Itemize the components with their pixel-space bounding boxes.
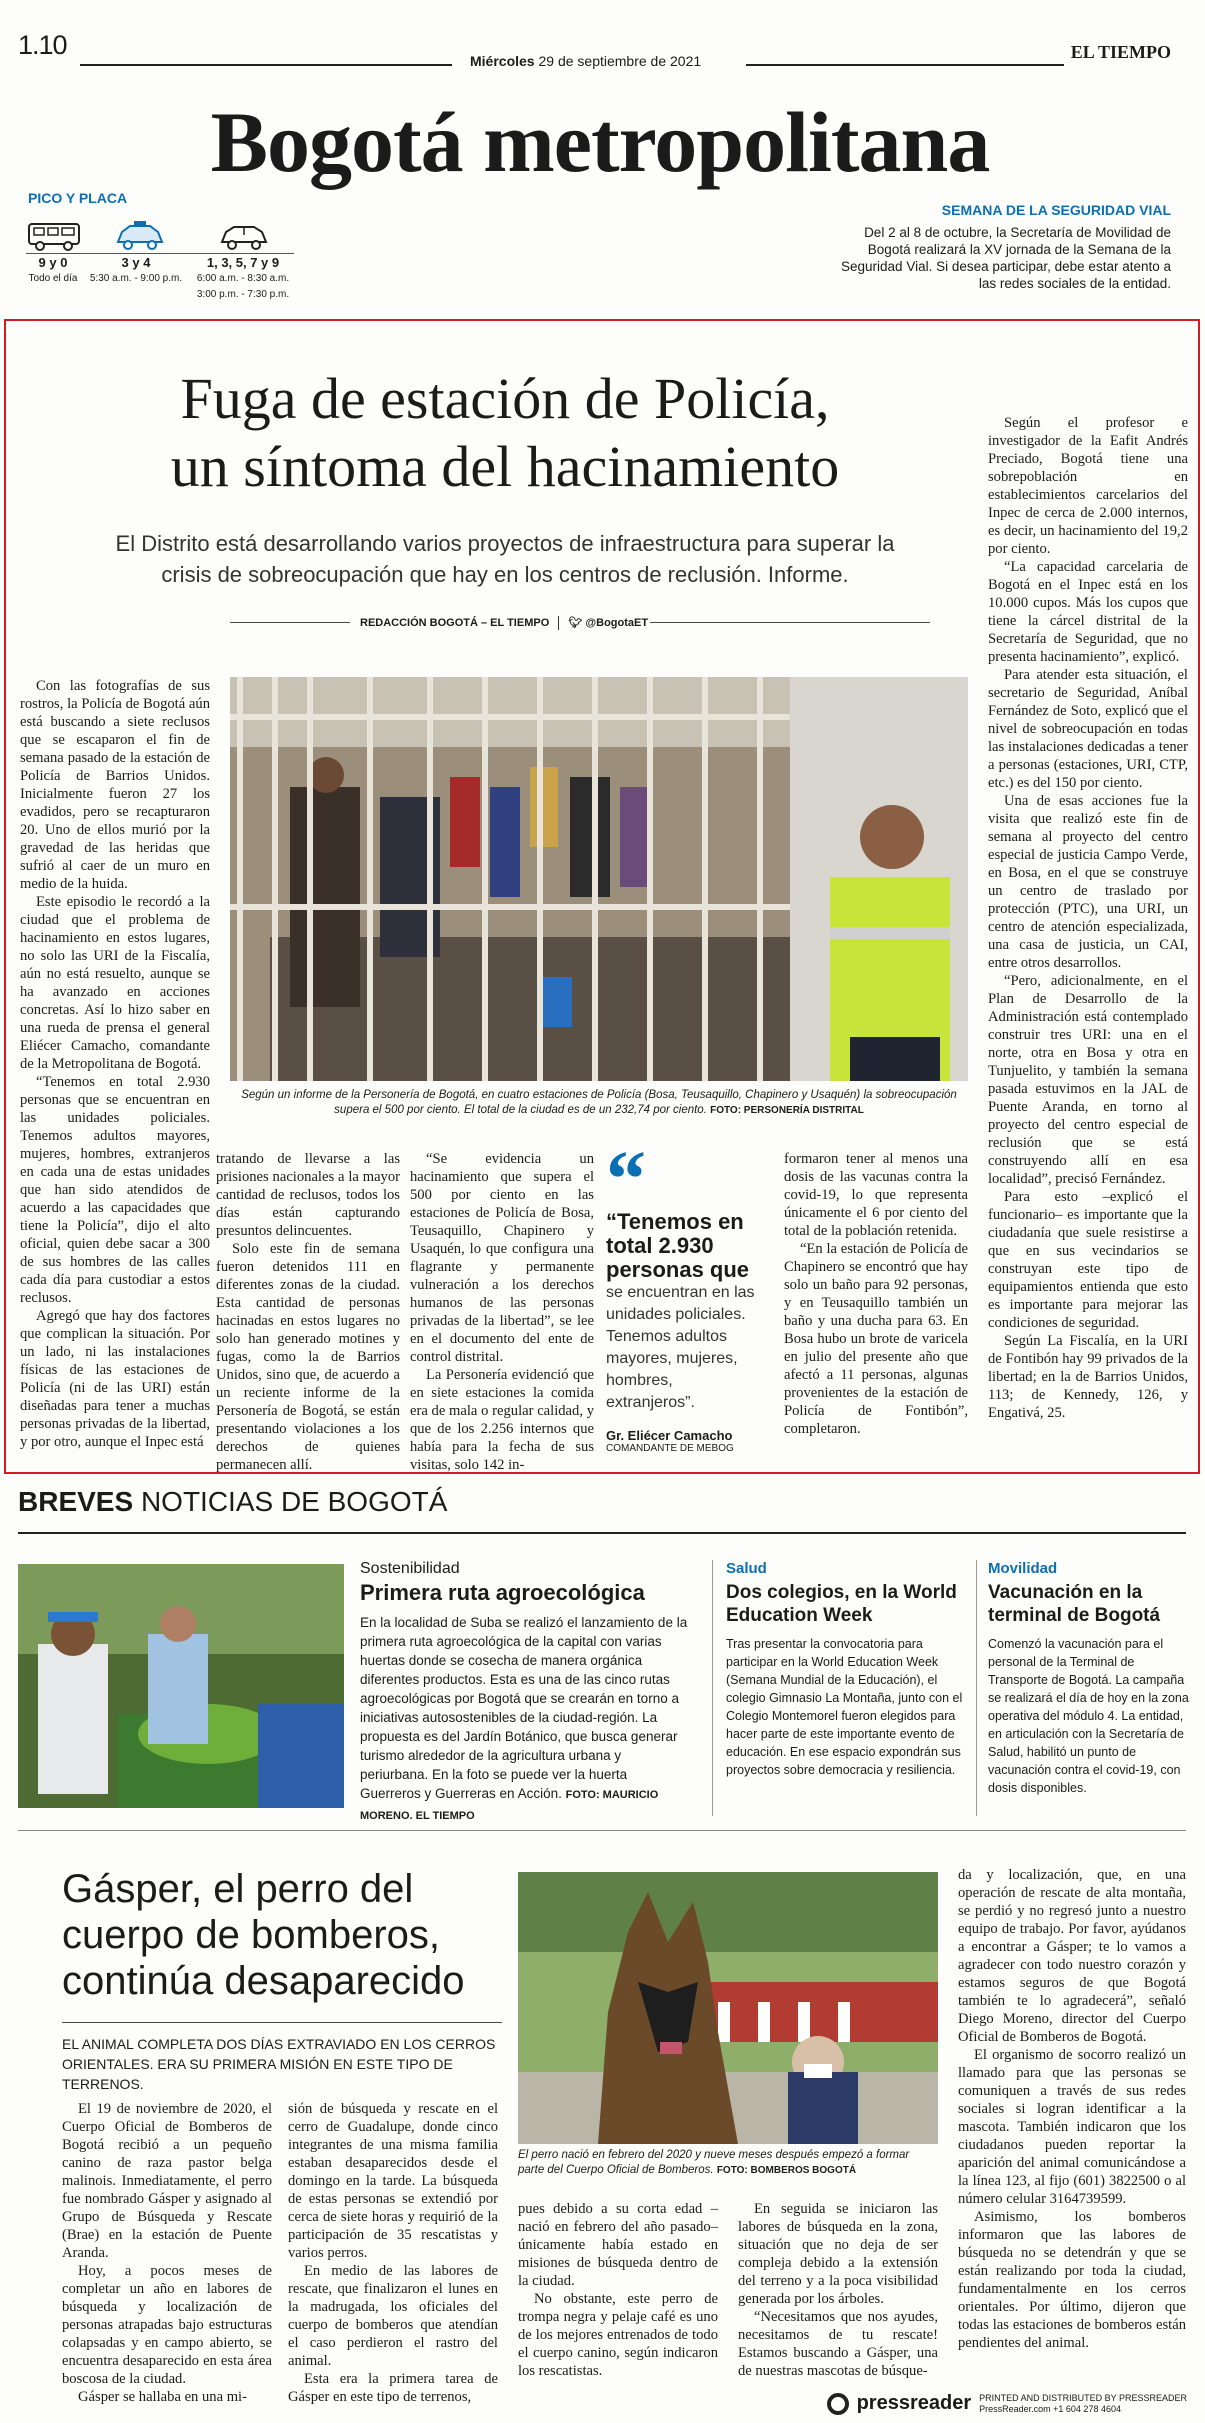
footer-line1: PRINTED AND DISTRIBUTED BY PRESSREADER [979, 2392, 1187, 2403]
semana-text: Del 2 al 8 de octubre, la Secretaría de Movilidad de Bogotá realizará la XV jornada de la Semana de la Seguridad Vial. Si desea participar, debe estar atento a las redes sociales de la entidad. [841, 225, 1171, 291]
pico-item-hours: 6:00 a.m. - 8:30 a.m. 3:00 p.m. - 7:30 p.m. [196, 273, 290, 300]
main-col-2 [216, 1150, 400, 1473]
pressreader-logo: pressreader [856, 2392, 972, 2414]
issue-date-day: Miércoles [470, 53, 535, 69]
twitter-handle[interactable]: @BogotaET [585, 617, 649, 629]
pull-quote [606, 1136, 764, 1454]
byline-rule-right [650, 622, 930, 623]
paragraph: Esta era la primera tarea de Gásper en este tipo de terrenos, [288, 2371, 498, 2405]
section-title: Bogotá metropolitana [210, 94, 990, 190]
section-rule [18, 1830, 1186, 1831]
garden-photo [18, 1564, 344, 1808]
main-caption-text: Según un informe de la Personería de Bogotá, en cuatro estaciones de Policía (Bosa, Teusaquillo, Chapinero y Usaquén) la sobreocupación supera el 500 por ciento. El total de la ciudad es de un 232,74 por ciento. [241, 1089, 957, 1116]
paragraph: Según La Fiscalía, en la URI de Fontibón hay 99 privados de la libertad; en la de Barrios Unidos, 113; de Kennedy, 126, y Engativá, 25. [988, 1333, 1188, 1421]
jail-cell-photo [230, 677, 968, 1081]
breve-text: En la localidad de Suba se realizó el lanzamiento de la primera ruta agroecológica de la capital con varias huertas donde se cosecha de manera orgánica diferentes productos. Esta es una de las cinco rutas agroecológicas por Bogotá que se crearán en torno a iniciativas autosostenibles de la ciudad-región. La propuesta es del Jardín Botánico, que busca generar turismo alrededor de la agricultura urbana y periurbana. En la foto se puede ver la huerta Guerreros y Guerreras en Acción. [360, 1615, 688, 1801]
quote-text-bold: “Tenemos en total 2.930 personas que [606, 1209, 750, 1282]
paragraph: La Personería evidenció que en siete estaciones la comida era de mala o regular calidad, y que de los 2.256 internos que había para la fecha de sus visitas, solo 142 in- [410, 1367, 594, 1473]
pico-item-plates: 1, 3, 5, 7 y 9 [206, 255, 280, 270]
newspaper-brand[interactable]: EL TIEMPO [1070, 42, 1171, 62]
pico-item-1 [18, 256, 88, 286]
paragraph: “Se evidencia un hacinamiento que supera el 500 por ciento en las estaciones de Policía de Bosa, Teusaquillo, Chapinero y Usaquén, lo que configura una flagrante y permanente vulneración a los derechos humanos de las personas privadas de la libertad”, se lee en el documento del ente de control distrital. [410, 1151, 594, 1365]
breves-label [18, 1486, 447, 1518]
quote-text-rest: se encuentran en las unidades policiales. Tenemos adultos mayores, mujeres, hombres, extranjeros”. [606, 1284, 755, 1411]
breves-divider [712, 1560, 713, 1816]
breve-2 [726, 1560, 976, 1779]
paragraph: “Necesitamos que nos ayudes, necesitamos de tu rescate! Estamos buscando a Gásper, una de nuestras mascotas de búsque- [738, 2309, 938, 2379]
breves-divider [976, 1560, 977, 1816]
taxi-icon [112, 218, 168, 254]
main-photo-caption [230, 1088, 968, 1118]
page-number: 1.10 [18, 30, 67, 60]
paragraph: tratando de llevarse a las prisiones nacionales a la mayor cantidad de reclusos, todos los días están capturando presuntos delincuentes. [216, 1151, 400, 1239]
byline [360, 616, 648, 630]
pico-item-3 [188, 256, 298, 302]
gasper-col-4 [738, 2200, 938, 2380]
paragraph: Hoy, a pocos meses de completar un año en labores de búsqueda y localización de personas atrapadas bajo estructuras colapsadas y en campo abierto, se encuentra desaparecido en esta área boscosa de la ciudad. [62, 2263, 272, 2387]
paragraph: Solo este fin de semana fueron detenidos 111 en diferentes zonas de la ciudad. Esta cantidad de personas hacinadas en estos lugares no solo han generado motines y fugas, como la de Barrios Unidos, sino que, de acuerdo a un reciente informe de la Personería de Bogotá, se están presentando violaciones a los derechos de quienes permanecen allí. [216, 1241, 400, 1473]
byline-author: REDACCIÓN BOGOTÁ – EL TIEMPO [360, 617, 550, 629]
breves-rule [18, 1532, 1186, 1534]
pico-item-plates: 9 y 0 [38, 255, 68, 270]
footer-line2: PressReader.com +1 604 278 4604 [979, 2403, 1121, 2414]
breve-kicker: Sostenibilidad [360, 1560, 460, 1577]
gasper-headline: Gásper, el perro del cuerpo de bomberos, continúa desaparecido [62, 1867, 465, 2003]
main-col-5 [988, 414, 1188, 1450]
main-headline-line1: Fuga de estación de Policía, [180, 366, 830, 431]
breve-kicker: Movilidad [988, 1560, 1058, 1577]
quote-mark-icon: “ [606, 1136, 646, 1224]
dog-photo-credit: FOTO: BOMBEROS BOGOTÁ [716, 2165, 857, 2176]
dog-photo-caption [518, 2148, 938, 2178]
pico-item-hours: 5:30 a.m. - 9:00 p.m. [89, 273, 183, 284]
gasper-deck: EL ANIMAL COMPLETA DOS DÍAS EXTRAVIADO EN LOS CERROS ORIENTALES. ERA SU PRIMERA MISIÓN EN ESTE TIPO DE TERRENOS. [62, 2036, 496, 2092]
byline-rule-left [230, 622, 350, 623]
breve-3 [988, 1560, 1193, 1797]
header-rule-right [746, 64, 1064, 66]
dog-photo [518, 1872, 938, 2144]
paragraph: El 19 de noviembre de 2020, el Cuerpo Oficial de Bomberos de Bogotá recibió a un pequeño canino de raza pastor belga malinois. Inmediatamente, el perro fue nombrado Gásper y asignado al Grupo de Búsqueda y Rescate (Brae) en la estación de Puente Aranda. [62, 2101, 272, 2261]
main-deck: El Distrito está desarrollando varios proyectos de infraestructura para superar la crisis de sobreocupación que hay en los centros de reclusión. Informe. [115, 531, 895, 587]
pico-y-placa-title: PICO Y PLACA [28, 190, 128, 206]
breve-1 [360, 1560, 690, 1826]
pico-item-hours: Todo el día [28, 273, 78, 284]
main-col-4 [784, 1150, 968, 1450]
gasper-deck-rule [62, 2022, 502, 2023]
paragraph: Para atender esta situación, el secretario de Seguridad, Aníbal Fernández de Soto, explicó que el nivel de sobreocupación en todas las instalaciones dedicadas a tener a personas (estaciones, URI, CTP, etc.) es del 150 por ciento. [988, 667, 1188, 791]
paragraph: formaron tener al menos una dosis de las vacunas contra la covid-19, lo que representa únicamente el 6 por ciento del total de la población retenida. [784, 1151, 968, 1239]
main-col-3 [410, 1150, 594, 1473]
breves-label-bold: BREVES [18, 1486, 134, 1517]
paragraph: Para esto –explicó el funcionario– es importante que la ciudadanía que suele resistirse a que en sus vecindarios se construyan este tipo de equipamientos entienda que esto es importante para mejorar las condiciones de seguridad. [988, 1189, 1188, 1331]
semana-title: SEMANA DE LA SEGURIDAD VIAL [941, 202, 1171, 218]
pressreader-footer[interactable] [827, 2392, 1187, 2415]
paragraph: “Tenemos en total 2.930 personas que se encuentran en las unidades policiales. Tenemos adultos mayores, mujeres, hombres, extranjeros en cada una de estas unidades que han sido atendidos de acuerdo a las capacidades que tiene la Policía”, dijo el alto oficial, quien debe sacar a 300 de sus hombres de las calles cada día para custodiar a estos reclusos. [20, 1074, 210, 1306]
issue-date [470, 53, 701, 69]
breve-title[interactable]: Dos colegios, en la World Education Week [726, 1582, 957, 1626]
breves-label-rest: NOTICIAS DE BOGOTÁ [140, 1486, 448, 1517]
breve-text: Tras presentar la convocatoria para participar en la World Education Week (Semana Mundial de la Educación), el colegio Gimnasio La Montaña, junto con el Colegio Montemorel fueron elegidos para hacer parte de este importante evento de educación. En ese espacio expondrán sus proyectos sobre democracia y resiliencia. [726, 1637, 963, 1777]
paragraph: da y localización, que, en una operación de rescate de alta montaña, se perdió y no regresó junto a nuestro equipo de trabajo. Por favor, ayúdanos a encontrar a Gásper; te lo vamos a agradecer con todo nuestro corazón y estamos seguros de que Bogotá también te lo agradecerá”, señaló Diego Moreno, director del Cuerpo Oficial de Bomberos de Bogotá. [958, 1867, 1186, 2045]
bus-icon [26, 218, 82, 254]
paragraph: En seguida se iniciaron las labores de búsqueda en la zona, situación que no deja de ser compleja debido a la extensión del terreno y a la poca visibilidad generada por los árboles. [738, 2201, 938, 2307]
twitter-icon: 🐦︎ [568, 617, 583, 629]
paragraph: “En la estación de Policía de Chapinero se encontró que hay solo un baño para 92 personas, y en Teusaquillo también un baño y una ducha para 63. En Bosa hubo un brote de varicela en julio del presente año que afectó a 11 personas, algunas provenientes de la estación de Policía de Fontibón”, completaron. [784, 1241, 968, 1437]
breve-title[interactable]: Vacunación en la terminal de Bogotá [988, 1582, 1161, 1626]
pico-rule [26, 253, 294, 254]
paragraph: Con las fotografías de sus rostros, la Policía de Bogotá aún está buscando a siete reclusos que se escaparon el fin de semana pasado de la estación de Policía de Barrios Unidos. Inicialmente fueron 27 los evadidos, pero se recapturaron 20. Uno de ellos murió por la gravedad de las heridas que sufrió al caer de un muro en medio de la huida. [20, 678, 210, 892]
breve-title[interactable]: Primera ruta agroecológica [360, 1580, 645, 1605]
pico-item-2 [86, 256, 186, 286]
main-col-1 [20, 677, 210, 1450]
gasper-col-2 [288, 2100, 498, 2405]
main-headline [90, 365, 920, 501]
dog-caption-text: El perro nació en febrero del 2020 y nueve meses después empezó a formar parte del Cuerpo Oficial de Bomberos. [518, 2149, 910, 2176]
paragraph: El organismo de socorro realizó un llamado para que las personas se comuniquen a través de sus redes sociales si logran identificar a la mascota. También indicaron que los ciudadanos pueden reportar la aparición del animal comunicándose a la línea 123, al fijo (601) 3822500 o al número celular 3164739599. [958, 2047, 1186, 2207]
paragraph: “Pero, adicionalmente, en el Plan de Desarrollo de la Administración está contemplado construir tres URI: una en el norte, otra en Bosa y otra en Tunjuelito, y también la semana pasada estuvimos en la JAL de Puente Aranda, en torno al proyecto del centro especial de reclusión que se está construyendo allí en esa localidad”, precisó Fernández. [988, 973, 1188, 1187]
pico-item-plates: 3 y 4 [121, 255, 151, 270]
paragraph: Este episodio le recordó a la ciudad que el problema de hacinamiento en estos lugares, no solo las URI de la Fiscalía, aún no está resuelto, aunque se ha avanzado en acciones concretas. Así lo hizo saber en una rueda de prensa el general Eliécer Camacho, comandante de la Metropolitana de Bogotá. [20, 894, 210, 1072]
paragraph: Asimismo, los bomberos informaron que las labores de búsqueda no se detendrán y que se están realizando por toda la ciudad, fundamentalmente en los cerros orientales. Por último, dijeron que todas las estaciones de bomberos están pendientes del animal. [958, 2209, 1186, 2351]
breve-credit: FOTO: MAURICIO MORENO. EL TIEMPO [360, 1789, 659, 1822]
paragraph: Gásper se hallaba en una mi- [78, 2389, 247, 2405]
paragraph: pues debido a su corta edad –nació en febrero del año pasado– únicamente había estado en misiones de búsqueda dentro de la ciudad. [518, 2201, 718, 2289]
paragraph: sión de búsqueda y rescate en el cerro de Guadalupe, donde cinco integrantes de una misma familia estaban desaparecidos desde el domingo en la tarde. La búsqueda de estas personas se extendió por cerca de siete horas y requirió de la participación de 35 rescatistas y varios perros. [288, 2101, 498, 2261]
paragraph: No obstante, este perro de trompa negra y pelaje café es uno de los mejores entrenados de todo el cuerpo canino, según indicaron los rescatistas. [518, 2291, 718, 2379]
pressreader-logo-icon [827, 2393, 849, 2415]
paragraph: En medio de las labores de rescate, que finalizaron el lunes en la madrugada, los oficiales del cuerpo de bomberos que atendían el caso perdieron el rastro del animal. [288, 2263, 498, 2369]
car-icon [216, 218, 272, 254]
breve-text: Comenzó la vacunación para el personal de la Terminal de Transporte de Bogotá. La campaña se realizará el día de hoy en la zona operativa del módulo 4. La entidad, en articulación con la Secretaría de Salud, habilitó un punto de vacunación contra el covid-19, con dosis disponibles. [988, 1637, 1189, 1795]
header-rule-left [80, 64, 452, 66]
paragraph: Según el profesor e investigador de la Eafit Andrés Preciado, Bogotá tiene una sobrepoblación en establecimientos carcelarios del Inpec de cerca de 2.000 internos, es decir, un hacinamiento del 19,2 por ciento. [988, 415, 1188, 557]
paragraph: “La capacidad carcelaria de Bogotá en el Inpec está en los 10.000 cupos. Más los cupos que tiene la cárcel distrital de la Secretaría de Seguridad, que no presenta hacinamiento”, explicó. [988, 559, 1188, 665]
breve-kicker: Salud [726, 1560, 767, 1577]
gasper-col-5 [958, 1866, 1186, 2380]
gasper-col-1 [62, 2100, 272, 2405]
quote-role: COMANDANTE DE MEBOG [606, 1443, 734, 1454]
gasper-col-3 [518, 2200, 718, 2380]
paragraph: Agregó que hay dos factores que complican la situación. Por un lado, ni las instalaciones físicas de las estaciones de Policía (ni de las URI) están diseñadas para tener a muchas personas privadas de la libertad, y por otro, aunque el Inpec está [20, 1308, 210, 1450]
main-headline-line2: un síntoma del hacinamiento [170, 434, 840, 499]
main-photo-credit: FOTO: PERSONERÍA DISTRITAL [710, 1105, 864, 1116]
paragraph: Una de esas acciones fue la visita que realizó este fin de semana al proyecto del centro especial de justicia Campo Verde, en Bosa, en el que se construye un centro de traslado por protección (PTC), una URI, un centro de atención especializada, una casa de justicia, un CAI, entre otros desarrollos. [988, 793, 1188, 971]
quote-author: Gr. Eliécer Camacho [606, 1428, 733, 1443]
issue-date-rest: 29 de septiembre de 2021 [538, 53, 702, 69]
